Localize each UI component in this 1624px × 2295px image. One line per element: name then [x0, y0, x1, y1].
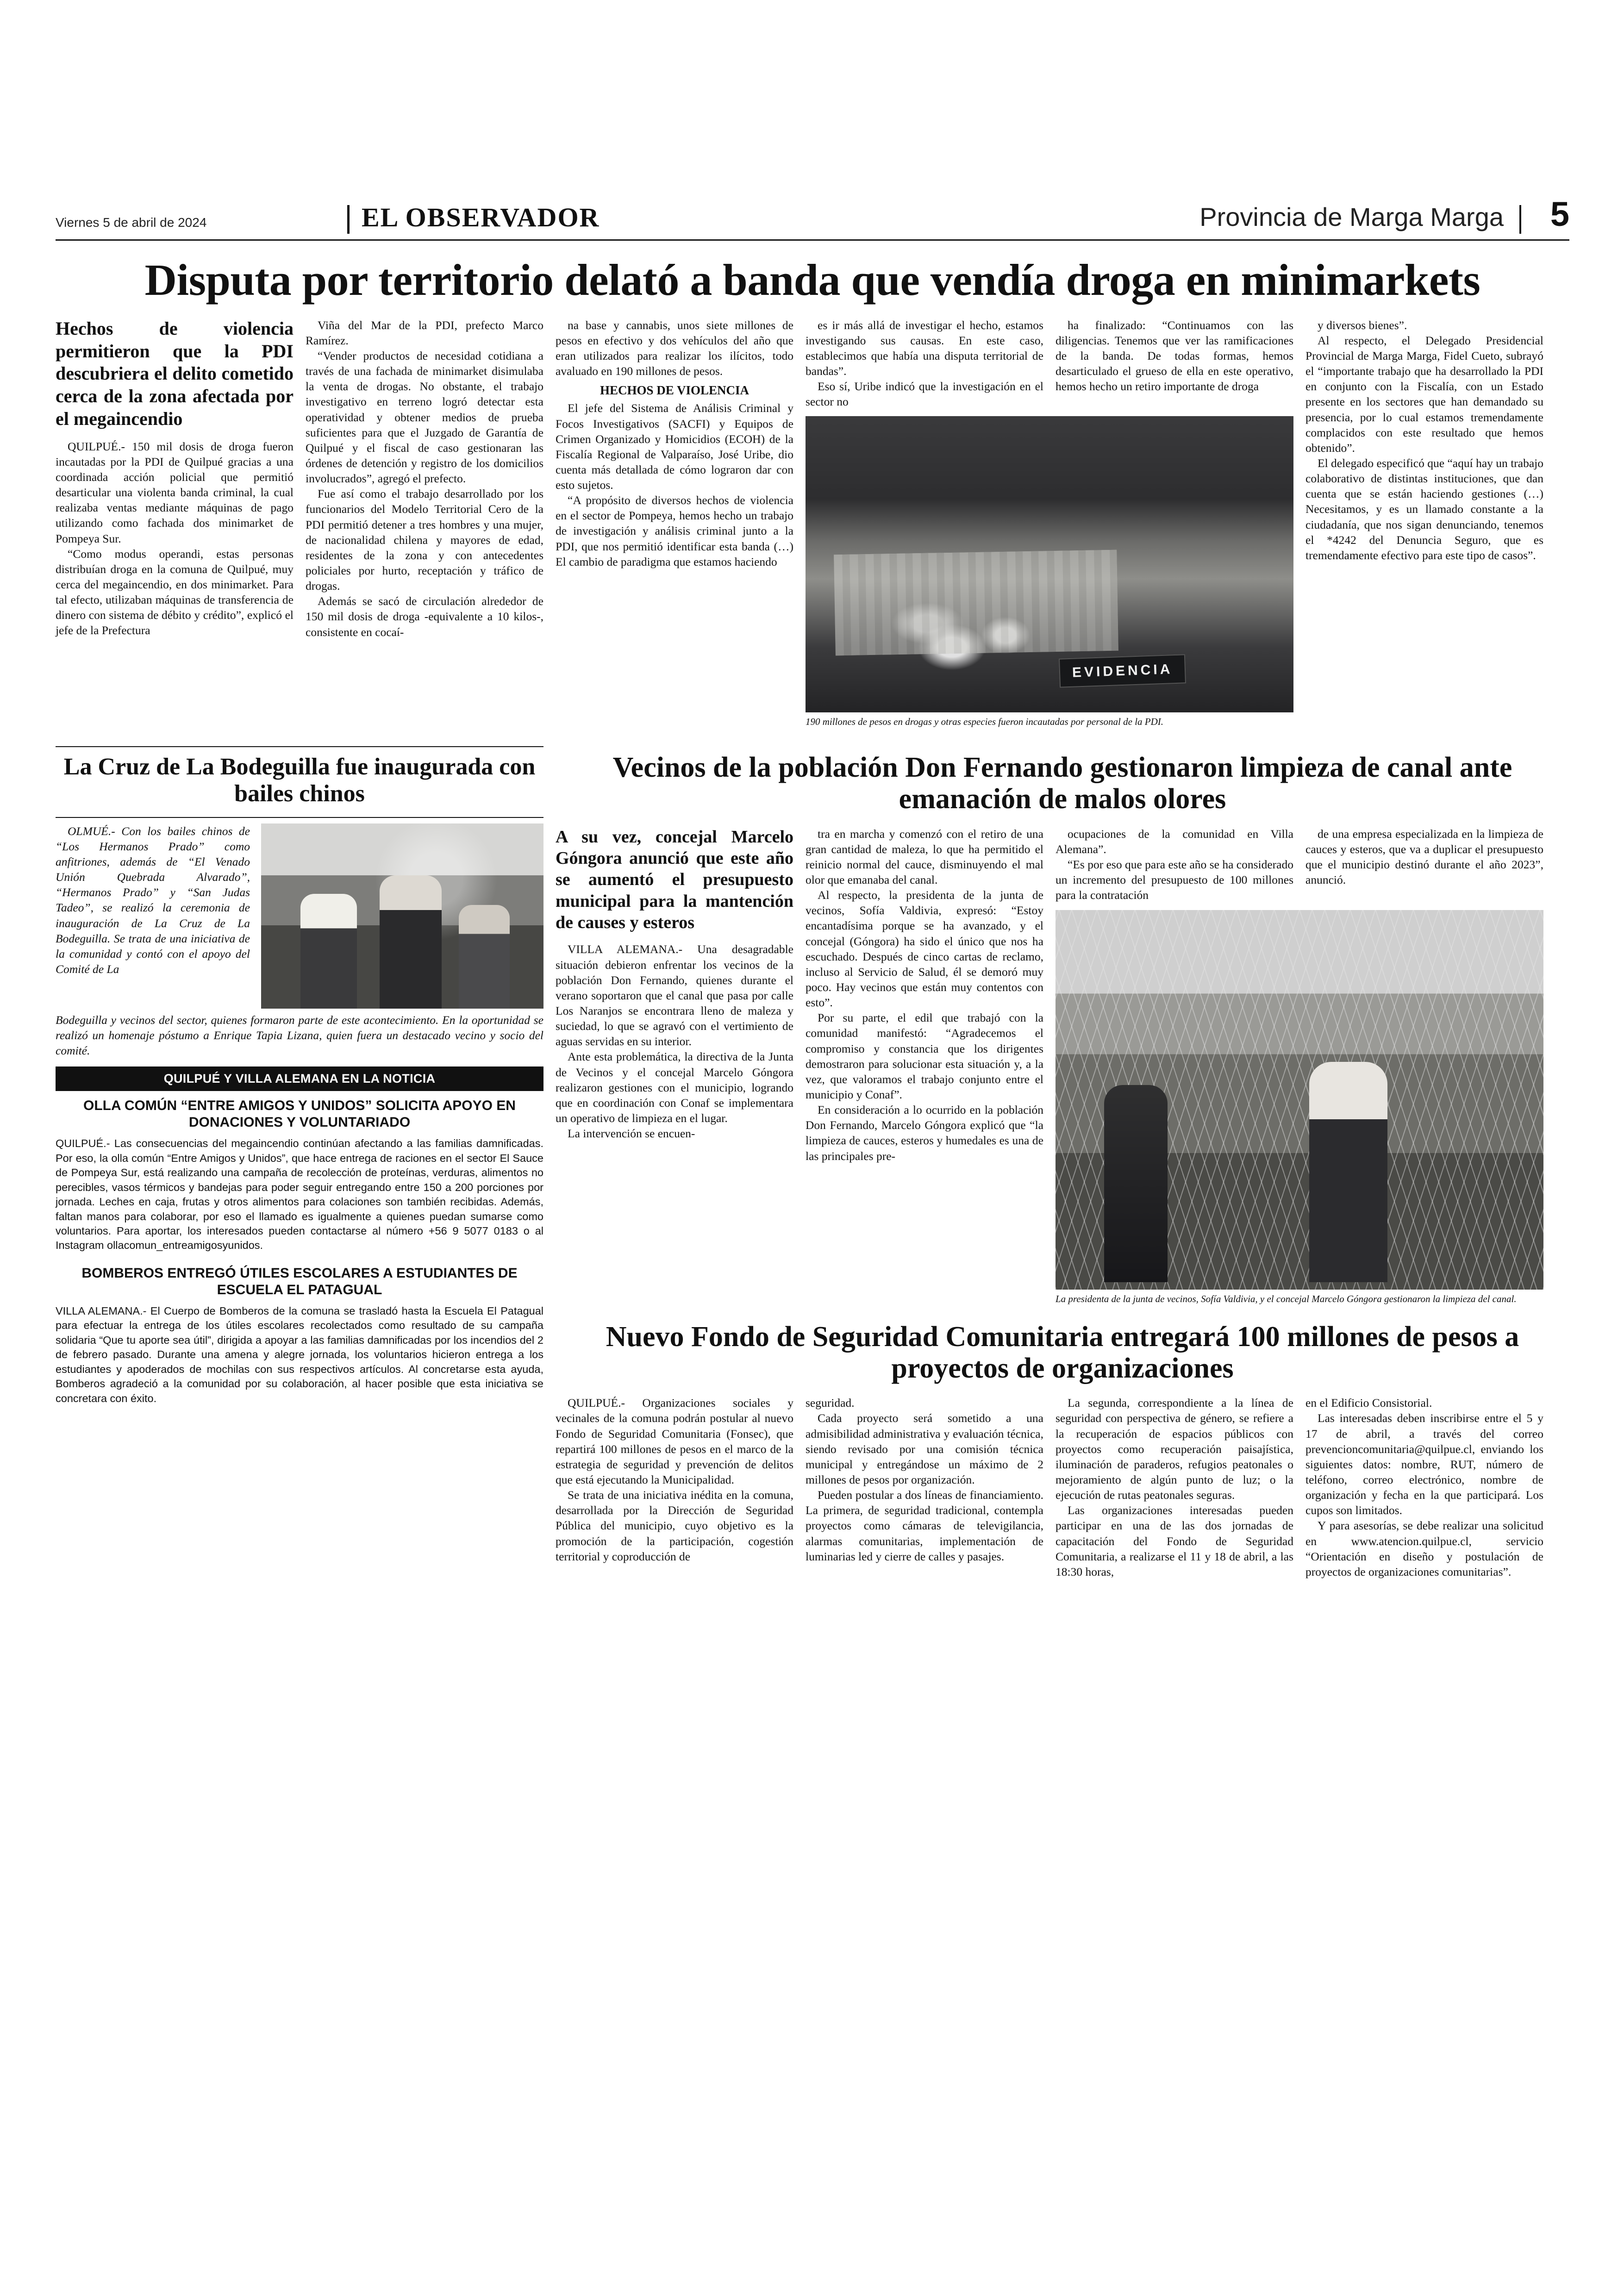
canal-cleanup-photo: [1056, 910, 1543, 1290]
canal-c2-p2: Al respecto, la presidenta de la junta de vecinos, Sofía Valdivia, expresó: “Estoy encantadísima porque se ha avanzado, y el concejal (Góngora) ha sido el único que nos ha escuchado. Después de cinco cartas de reclamo, incluso al Servicio de Salud, él se demoró muy poco. Hay vecinos que están muy contentos con esto”.: [806, 888, 1043, 1010]
fondo-column-1: [556, 1395, 793, 1579]
lead-c4-p2: Eso sí, Uribe indicó que la investigación en el sector no: [806, 380, 1043, 409]
fondo-c1-p1: QUILPUÉ.- Organizaciones sociales y vecinales de la comuna podrán postular al nuevo Fondo de Seguridad Comunitaria (Fonsec), que repartirá 100 millones de pesos en el marco de la estrategia de seguridad y prevención de delitos que está ejecutando la Municipalidad.: [556, 1396, 793, 1486]
fondo-column-4: [1305, 1395, 1543, 1579]
issue-date: Viernes 5 de abril de 2024: [56, 215, 207, 230]
lead-column-4: [806, 318, 1173, 728]
fondo-c3-p2: Las organizaciones interesadas pueden participar en una de las dos jornadas de capacitación del Fondo de Seguridad Comunitaria, a realizarse el 11 y 18 de abril, a las 18:30 horas,: [1056, 1503, 1293, 1578]
olla-comun-body: QUILPUÉ.- Las consecuencias del megaincendio continúan afectando a las familias damnificadas. Por eso, la olla común “Entre Amigos y Unidos”, que hace entrega de raciones en el sector El Sauce de Pompeya Sur, está realizando una campaña de recolección de proteínas, verduras, alimentos no perecibles, vasos térmicos y bandejas para poder seguir entregando entre 150 a 200 porciones por jornada. Leches en caja, frutas y otros alimentos para colaciones son también recibidas. Además, faltan manos para colaborar, por eso el llamado es igualmente a quienes puedan sumarse como voluntarios. Para aportar, los interesados pueden contactarse al número +56 9 5077 0183 o al Instagram ollacomun_entreamigosyunidos.: [56, 1137, 543, 1252]
lead-c5-p1: ha finalizado: “Continuamos con las diligencias. Tenemos que ver las ramificaciones de la banda. De todas formas, hemos desarticulado el grueso de ella en este operativo, hemos hecho un retiro importante de droga: [1056, 318, 1293, 393]
lead-c6-p2: Al respecto, el Delegado Presidencial Provincial de Marga Marga, Fidel Cueto, subrayó el “importante trabajo que ha desarrollado la PDI en conjunto con la Fiscalía, con un Estado presente en los sectores que han demandado su presencia, por lo cual estamos tremendamente complacidos con este resultado que hemos obtenido”.: [1305, 333, 1543, 455]
lead-column-1: [56, 318, 294, 728]
photo-person-1: [1104, 1085, 1168, 1282]
canal-c2-p1: tra en marcha y comenzó con el retiro de una gran cantidad de maleza, lo que ha permitido el reinicio normal del cauce, disminuyendo el mal olor que emanaba del canal.: [806, 827, 1043, 886]
bodeguilla-body-row: [56, 823, 543, 1009]
lead-story-columns: [56, 318, 1569, 728]
canal-caption: La presidenta de la junta de vecinos, Sofía Valdivia, y el concejal Marcelo Góngora gestionaron la limpieza del canal.: [1056, 1293, 1517, 1305]
lead-c2-p4: Además se sacó de circulación alrededor de 150 mil dosis de droga -equivalente a 10 kilos-, consistente en cocaí-: [306, 594, 543, 639]
canal-column-2: [806, 826, 1043, 1305]
lead-c1-p2: “Como modus operandi, estas personas distribuían droga en la comuna de Quilpué, muy cerca del megaincendio, en dos minimarket. Para tal efecto, utilizaban máquinas de transferencia de dinero con sistema de débito y crédito”, explicó el jefe de la Prefectura: [56, 547, 294, 637]
divider-bodeguilla-top: [56, 746, 543, 747]
fondo-c3-p1: La segunda, correspondiente a la línea de seguridad con perspectiva de género, se refiere a la recuperación de espacios públicos con proyectos como recuperación paisajística, iluminación de paraderos, refugios peatonales o mejoramiento de algún punto de luz; o la ejecución de rutas peatonales seguras.: [1056, 1396, 1293, 1502]
bomberos-body-wrap: [56, 1304, 543, 1406]
fondo-c2-p2: Cada proyecto será sometido a una admisibilidad administrativa y evaluación técnica, siendo revisado por una comisión técnica municipal y entregándose un máximo de 2 millones de pesos por organización.: [806, 1411, 1043, 1486]
fondo-c4-p2: Las interesadas deben inscribirse entre el 5 y 17 de abril, a través del correo prevencioncomunitaria@quilpue.cl, enviando los siguientes datos: nombre, RUT, número de teléfono, correo electrónico, nombre de organización y fecha en la que participará. Los cupos son limitados.: [1305, 1411, 1543, 1517]
olla-comun-title: OLLA COMÚN “ENTRE AMIGOS Y UNIDOS” SOLICITA APOYO EN DONACIONES Y VOLUNTARIADO: [83, 1098, 516, 1130]
page-sheet: [56, 195, 1569, 2213]
lead-headline: Disputa por territorio delató a banda que vendía droga en minimarkets: [144, 255, 1480, 305]
bodeguilla-p1: OLMUÉ.- Con los bailes chinos de “Los Hermanos Prado” como anfitriones, además de “El Venado Unión Quebrada Alvarado”, “Hermanos Prado” y “San Judas Tadeo”, se realizó la ceremonia de inauguración de La Cruz de La Bodeguilla. Se trata de una iniciativa de la comunidad y contó con el apoyo del Comité de La: [56, 824, 250, 976]
lead-deck: Hechos de violencia permitieron que la PDI descubriera el delito cometido cerca de la zona afectada por el megaincendio: [56, 318, 294, 429]
canal-deck: A su vez, concejal Marcelo Góngora anunció que este año se aumentó el presupuesto municipal para la mantención de causes y esteros: [556, 827, 793, 933]
lead-c4-p1: es ir más allá de investigar el hecho, estamos investigando sus causas. En este caso, establecimos que había una disputa territorial de bandas”.: [806, 318, 1043, 378]
bomberos-title: BOMBEROS ENTREGÓ ÚTILES ESCOLARES A ESTUDIANTES DE ESCUELA EL PATAGUAL: [81, 1265, 518, 1297]
fondo-column-3: [1056, 1395, 1293, 1579]
photo-person-2: [1309, 1062, 1387, 1282]
bodeguilla-text-column-2: [56, 1012, 543, 1058]
photo-figure-2: [380, 875, 442, 1009]
canal-c1-p3: La intervención se encuen-: [568, 1127, 695, 1141]
bailes-chinos-photo: [261, 823, 543, 1009]
fondo-c2-p1: seguridad.: [806, 1396, 855, 1410]
fondo-c4-p1: en el Edificio Consistorial.: [1305, 1396, 1432, 1410]
canal-c1-p1: VILLA ALEMANA.- Una desagradable situación debieron enfrentar los vecinos de la población Don Fernando, quienes durante el verano soportaron que el canal que pasa por calle Los Naranjos se encontrara lleno de maleza y suciedad, lo que se agravó con el vertimiento de aguas servidas en su interior.: [556, 942, 793, 1048]
section-title: Provincia de Marga Marga: [1199, 202, 1504, 231]
page-number: 5: [1550, 195, 1569, 233]
fondo-c1-p2: Se trata de una iniciativa inédita en la comuna, desarrollada por la Dirección de Seguridad Pública del municipio, cuyo objetivo es la promoción de la participación, cogestión territorial y coproducción de: [556, 1488, 793, 1563]
right-package: [556, 740, 1569, 1579]
lead-c2-p3: Fue así como el trabajo desarrollado por los funcionarios del Modelo Territorial Cero de la PDI permitió detener a tres hombres y una mujer, de nacionalidad chilena y mayores de edad, residentes de la zona y con antecedentes policiales por hurto, receptación y tráfico de drogas.: [306, 487, 543, 593]
fondo-c2-p3: Pueden postular a dos líneas de financiamiento. La primera, de seguridad tradicional, contempla proyectos como cámaras de televigilancia, alarmas comunitarias, implementación de luminarias led y cierre de calles y pasajes.: [806, 1488, 1043, 1563]
fondo-columns: [556, 1395, 1569, 1579]
bodeguilla-headline: La Cruz de La Bodeguilla fue inaugurada con bailes chinos: [63, 754, 536, 807]
news-band-title: QUILPUÉ Y VILLA ALEMANA EN LA NOTICIA: [56, 1066, 543, 1091]
masthead-divider-left: [347, 205, 350, 234]
bodeguilla-photo-wrap: [261, 823, 543, 1009]
photo-figure-3: [459, 905, 510, 1009]
canal-column-1: [556, 826, 793, 1305]
fondo-column-2: [806, 1395, 1043, 1579]
canal-c3-p1: ocupaciones de la comunidad en Villa Alemana”.: [1056, 827, 1293, 856]
drug-seizure-photo: [806, 416, 1293, 712]
lead-column-6: [1305, 318, 1543, 728]
lead-c3-p3: “A propósito de diversos hechos de violencia en el sector de Pompeya, hemos hecho un trabajo de investigación y análisis criminal junto a la PDI, que nos permitió identificar esta banda (…) El cambio de paradigma que estamos haciendo: [556, 493, 793, 568]
photo-figure-1: [300, 894, 357, 1009]
drug-seizure-caption: 190 millones de pesos en drogas y otras especies fueron incautadas por personal de la PDI.: [806, 716, 1164, 727]
canal-c2-p4: En consideración a lo ocurrido en la población Don Fernando, Marcelo Góngora explicó que “la limpieza de cauces, esteros y humedales es una de las principales pre-: [806, 1103, 1043, 1163]
evidence-sign: EVIDENCIA: [1059, 654, 1186, 688]
lead-c2-p1: Viña del Mar de la PDI, prefecto Marco Ramírez.: [306, 318, 543, 347]
canal-c4-p1: de una empresa especializada en la limpieza de cauces y esteros, que va a duplicar el presupuesto que el municipio destinó durante el año 2023”, anunció.: [1305, 827, 1543, 886]
canal-columns: [556, 826, 1569, 1305]
left-package: [56, 740, 543, 1579]
lead-column-2: [306, 318, 543, 728]
newspaper-brand: EL OBSERVADOR: [362, 202, 600, 232]
canal-c1-p2: Ante esta problemática, la directiva de la Junta de Vecinos y el concejal Marcelo Góngora realizaron gestiones con el municipio, logrando que en coordinación con Conaf se implementara un operativo de limpieza en el lugar.: [556, 1050, 793, 1125]
middle-zone: [56, 740, 1569, 1579]
bomberos-body: VILLA ALEMANA.- El Cuerpo de Bomberos de la comuna se trasladó hasta la Escuela El Patagual para efectuar la entrega de los útiles escolares recolectados como resultado de su campaña solidaria “Que tu aporte sea útil”, dirigida a apoyar a las familias damnificadas por los incendios del 2 de febrero pasado. Durante una amena y alegre jornada, los voluntarios hicieron entrega a los estudiantes y apoderados de mochilas con sus respectivos artículos. Al concretarse esta ayuda, Bomberos agradeció a la comunidad por su colaboración, al hacer posible que esta iniciativa se concretara con éxito.: [56, 1304, 543, 1404]
lead-c3-p2: El jefe del Sistema de Análisis Criminal y Focos Investigativos (SACFI) y Equipos de Crimen Organizado y Homicidios (ECOH) de la Fiscalía Regional de Valparaíso, José Uribe, dio cuenta más detallada de cómo lograron dar con esto sujetos.: [556, 401, 793, 492]
lead-c1-p1: QUILPUÉ.- 150 mil dosis de droga fueron incautadas por la PDI de Quilpué gracias a una coordinada acción policial que permitió desarticular una violenta banda criminal, la cual realizaba ventas mediante máquinas de pago utilizando como fachada dos minimarket de Pompeya Sur.: [56, 439, 294, 545]
bodeguilla-text-column: [56, 823, 250, 1009]
lead-c3-p1: na base y cannabis, unos siete millones de pesos en efectivo y dos vehículos del año que eran utilizados para realizar los ilícitos, todo avaluado en 190 millones de pesos.: [556, 318, 793, 378]
olla-comun-body-wrap: [56, 1136, 543, 1253]
canal-c3-p2: “Es por eso que para este año se ha considerado un incremento del presupuesto de 100 millones para la contratación: [1056, 857, 1293, 902]
fondo-headline: Nuevo Fondo de Seguridad Comunitaria entregará 100 millones de pesos a proyectos de organizaciones: [606, 1321, 1519, 1384]
photo-evidence-tray: [834, 550, 1118, 655]
divider-bodeguilla-bottom: [56, 817, 543, 818]
fondo-c4-p3: Y para asesorías, se debe realizar una solicitud en www.atencion.quilpue.cl, servicio “Orientación en diseño y postulación de proyectos de organizaciones comunitarias”.: [1305, 1519, 1543, 1578]
lead-c2-p2: “Vender productos de necesidad cotidiana a través de una fachada de minimarket disimulaba la venta de drogas. No obstante, el trabajo investigativo en terreno logró detectar esta operatividad y obtener medios de prueba suficientes para que el Juzgado de Garantía de Quilpué y el fiscal de caso gestionaran las órdenes de detención y registro de los domicilios involucrados”, agregó el prefecto.: [306, 349, 543, 486]
masthead: [56, 195, 1569, 241]
lead-column-3: [556, 318, 793, 728]
canal-c2-p3: Por su parte, el edil que trabajó con la comunidad manifestó: “Agradecemos el compromiso y constancia que los dirigentes demostraron para solucionar esta situación y, a la vez, que valoramos el trabajo conjunto entre el municipio y Conaf”.: [806, 1011, 1043, 1101]
bodeguilla-p2: Bodeguilla y vecinos del sector, quienes formaron parte de este acontecimiento. En la oportunidad se realizó un homenaje póstumo a Enrique Tapia Lizana, quien fuera un destacado vecino y socio del comité.: [56, 1013, 543, 1057]
canal-headline: Vecinos de la población Don Fernando gestionaron limpieza de canal ante emanación de malos olores: [612, 752, 1512, 815]
lead-c6-p1: y diversos bienes”.: [1318, 318, 1407, 332]
masthead-divider-right: [1519, 205, 1521, 234]
lead-c6-p3: El delegado especificó que “aquí hay un trabajo colaborativo de distintas instituciones, que dan cuenta que se están haciendo gestiones (…) Necesitamos, y es un llamado constante a la ciudadanía, que nos sigan denunciando, tenemos el *4242 del Denuncia Seguro, que es tremendamente efectivo para este tipo de casos”.: [1305, 456, 1543, 562]
lead-subhead: HECHOS DE VIOLENCIA: [600, 383, 750, 398]
